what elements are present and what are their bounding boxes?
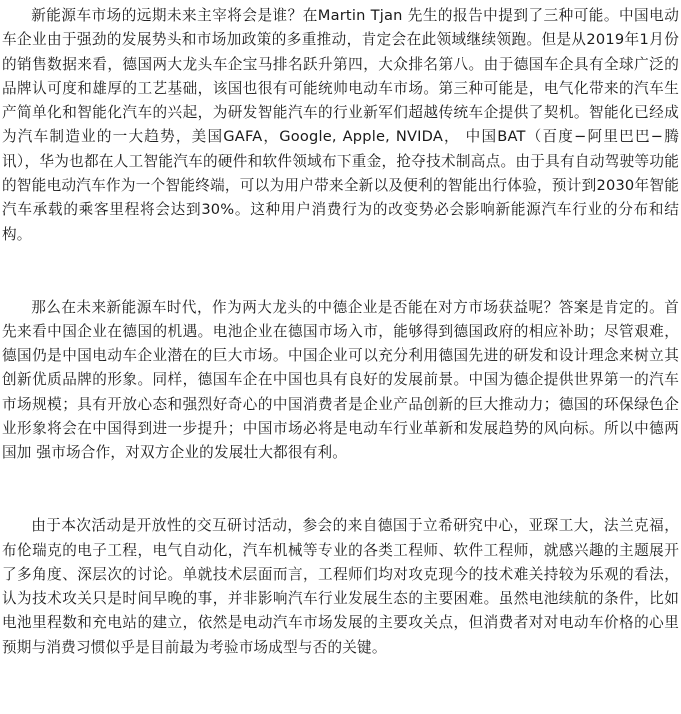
paragraph-future-market: 新能源车市场的远期未来主宰将会是谁？在Martin Tjan 先生的报告中提到了三种可能。中国电动车企业由于强劲的发展势头和市场加政策的多重推动，肯定会在此领域继续领跑。但是从2019年1月份的销售数据来看，德国两大龙头车企宝马排名跃升第四，大众排名第八。由于德国车企具有全球广泛的品牌认可度和雄厚的工艺基础，该国也很有可能统帅电动车市场。第三种可能是，电气化带来的汽车生产简单化和智能化汽车的兴起，为研发智能汽车的行业新军们超越传统车企提供了契机。智能化已经成为汽车制造业的一大趋势，美国GAFA，Google, Apple, NVIDA， 中国BAT（百度−阿里巴巴−腾讯），华为也都在人工智能汽车的硬件和软件领域布下重金，抢夺技术制高点。由于具有自动驾驶等功能的智能电动汽车作为一个智能终端，可以为用户带来全新以及便利的智能出行体验，预计到2030年智能汽车承载的乘客里程将会达到30%。这种用户消费行为的改变势必会影响新能源汽车行业的分布和结构。 — [2, 7, 679, 243]
paragraph-sino-german-opportunities: 那么在未来新能源车时代，作为两大龙头的中德企业是否能在对方市场获益呢？答案是肯定的。首先来看中国企业在德国的机遇。电池企业在德国市场入市，能够得到德国政府的相应补助；尽管艰难，德国仍是中国电动车企业潜在的巨大市场。中国企业可以充分利用德国先进的研发和设计理念来树立其创新优质品牌的形象。同样，德国车企在中国也具有良好的发展前景。中国为德企提供世界第一的汽车市场规模；具有开放心态和强烈好奇心的中国消费者是企业产品创新的巨大推动力；德国的环保绿色企业形象将会在中国得到进一步提升；中国市场必将是电动车行业革新和发展趋势的风向标。所以中德两国加 强市场合作，对双方企业的发展壮大都很有利。 — [2, 298, 679, 462]
paragraph-engineer-discussion: 由于本次活动是开放性的交互研讨活动，参会的来自德国于立希研究中心，亚琛工大，法兰克福，布伦瑞克的电子工程，电气自动化，汽车机械等专业的各类工程师、软件工程师，就感兴趣的主题展开了多角度、深层次的讨论。单就技术层面而言，工程师们均对攻克现今的技术难关持较为乐观的看法，认为技术攻关只是时间早晚的事，并非影响汽车行业发展生态的主要困难。虽然电池续航的条件，比如电池里程数和充电站的建立，依然是电动汽车市场发展的主要攻关点，但消费者对对电动车价格的心里预期与消费习惯似乎是目前最为考验市场成型与否的关键。 — [2, 517, 679, 656]
